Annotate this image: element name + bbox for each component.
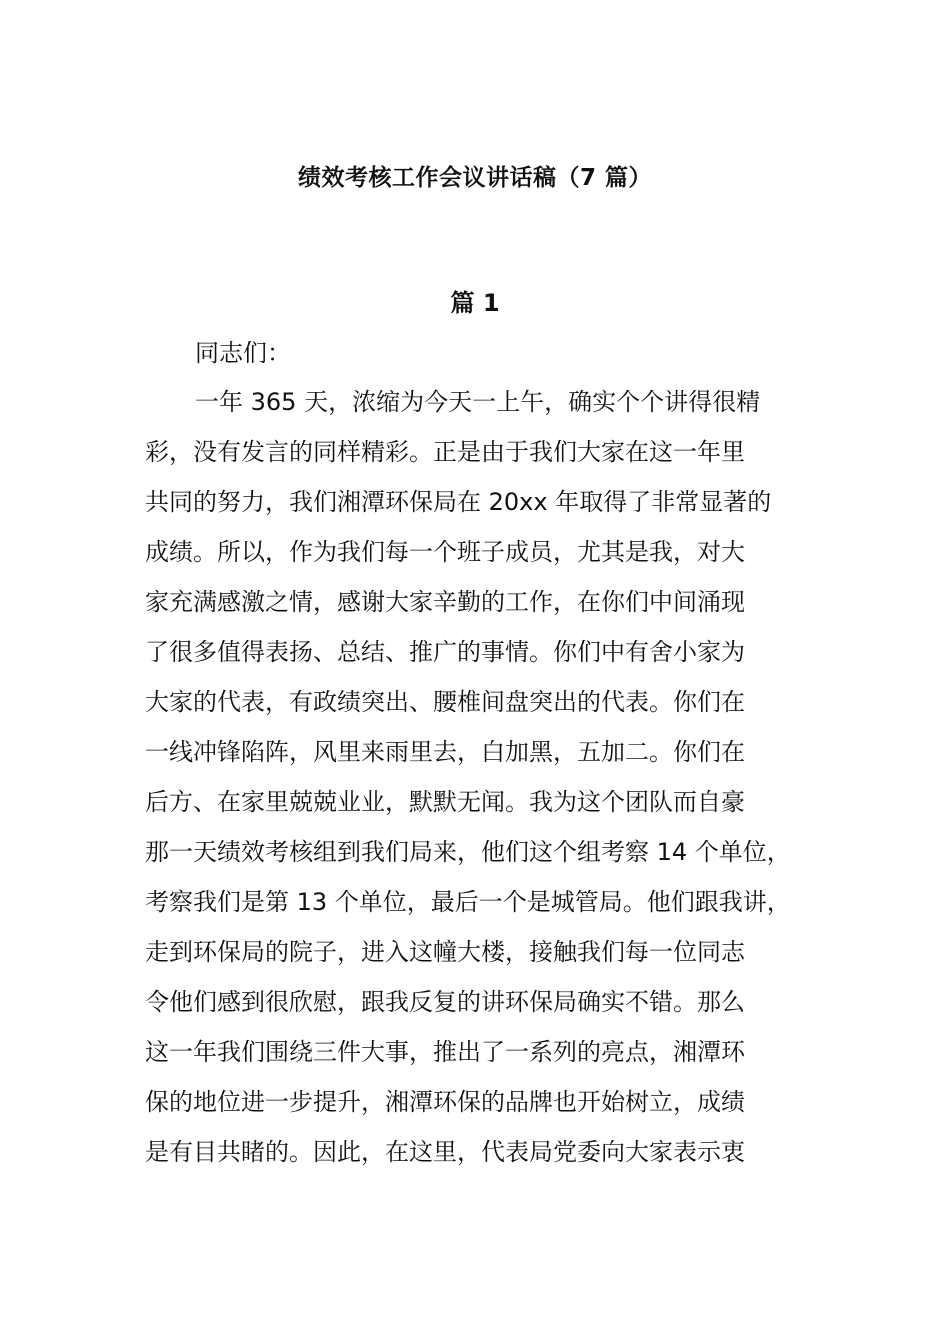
body-line: 令他们感到很欣慰，跟我反复的讲环保局确实不错。那么 xyxy=(145,988,745,1016)
salutation: 同志们： xyxy=(195,339,291,367)
body-line: 共同的努力，我们湘潭环保局在 20xx 年取得了非常显著的 xyxy=(145,488,772,516)
body-line: 家充满感激之情，感谢大家辛勤的工作，在你们中间涌现 xyxy=(145,588,745,616)
body-line: 了很多值得表扬、总结、推广的事情。你们中有舍小家为 xyxy=(145,638,745,666)
body-line: 一年 365 天，浓缩为今天一上午，确实个个讲得很精 xyxy=(195,388,761,416)
body-line: 考察我们是第 13 个单位，最后一个是城管局。他们跟我讲， xyxy=(145,888,791,916)
body-line: 成绩。所以，作为我们每一个班子成员，尤其是我，对大 xyxy=(145,538,745,566)
body-line: 一线冲锋陷阵，风里来雨里去，白加黑，五加二。你们在 xyxy=(145,738,745,766)
body-text xyxy=(145,385,845,1185)
body-line: 后方、在家里兢兢业业，默默无闻。我为这个团队而自豪 xyxy=(145,788,745,816)
body-line: 大家的代表，有政绩突出、腰椎间盘突出的代表。你们在 xyxy=(145,688,745,716)
body-line: 走到环保局的院子，进入这幢大楼，接触我们每一位同志 xyxy=(145,938,745,966)
section-heading: 篇 1 xyxy=(450,289,500,317)
body-line: 彩，没有发言的同样精彩。正是由于我们大家在这一年里 xyxy=(145,438,745,466)
document-title: 绩效考核工作会议讲话稿（7 篇） xyxy=(297,165,652,191)
body-line: 保的地位进一步提升，湘潭环保的品牌也开始树立，成绩 xyxy=(145,1088,745,1116)
body-line: 是有目共睹的。因此，在这里，代表局党委向大家表示衷 xyxy=(145,1138,745,1166)
body-line: 这一年我们围绕三件大事，推出了一系列的亮点，湘潭环 xyxy=(145,1038,745,1066)
body-line: 那一天绩效考核组到我们局来，他们这个组考察 14 个单位， xyxy=(145,838,791,866)
